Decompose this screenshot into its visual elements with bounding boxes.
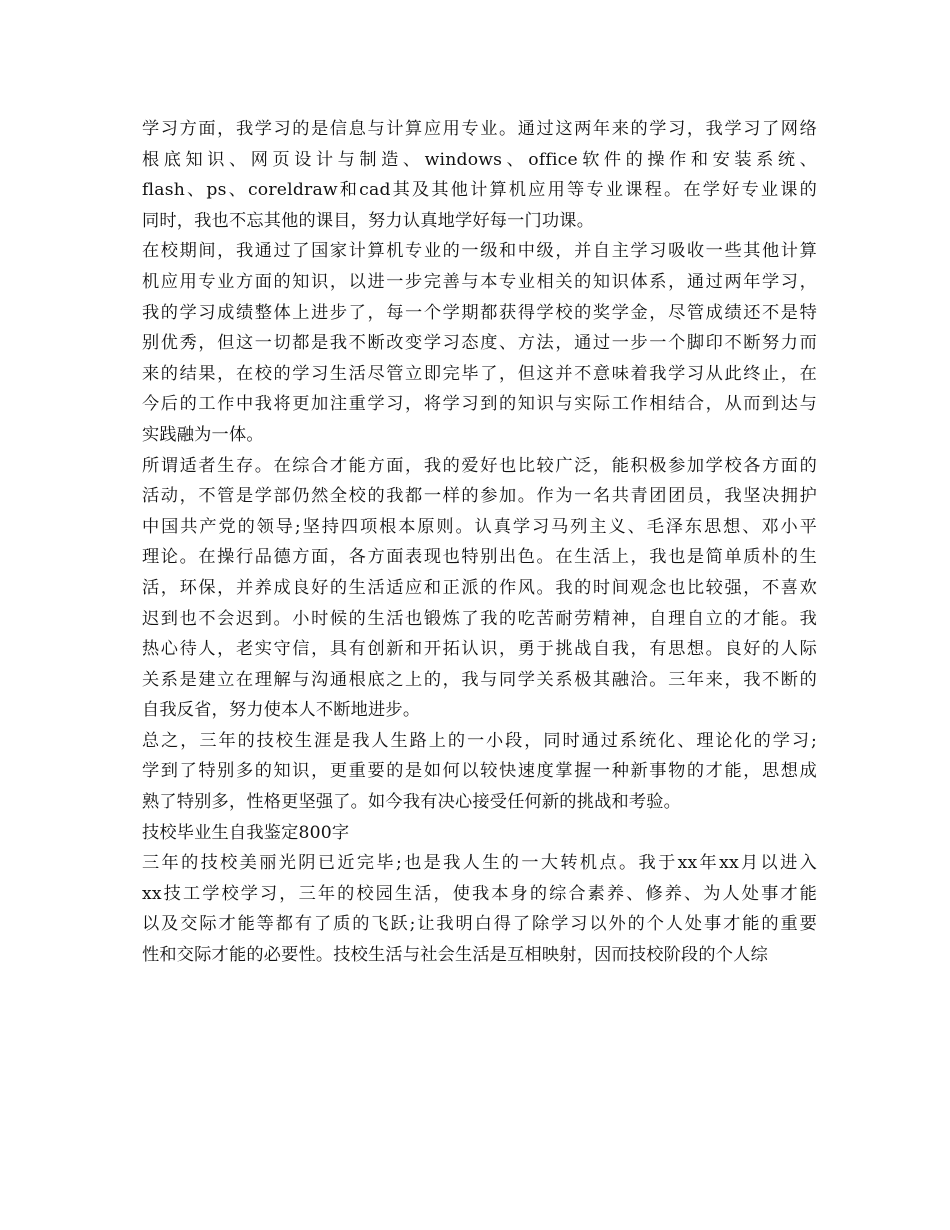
paragraph-line: 我的学习成绩整体上进步了，每一个学期都获得学校的奖学金，尽管成绩还不是特 xyxy=(142,302,817,323)
paragraph-line: 来的结果，在校的学习生活尽管立即完毕了，但这并不意味着我学习从此终止，在 xyxy=(142,363,817,384)
paragraph xyxy=(142,236,817,450)
paragraph-line: 同时，我也不忘其他的课目，努力认真地学好每一门功课。 xyxy=(142,210,595,231)
paragraph-line: 技校毕业生自我鉴定800字 xyxy=(142,822,350,843)
paragraph-line: 根底知识、网页设计与制造、windows、office软件的操作和安装系统、 xyxy=(142,149,817,170)
paragraph xyxy=(142,726,817,818)
paragraph-line: 三年的技校美丽光阴已近完毕;也是我人生的一大转机点。我于xx年xx月以进入 xyxy=(142,853,817,874)
paragraph-line: 别优秀，但这一切都是我不断改变学习态度、方法，通过一步一个脚印不断努力而 xyxy=(142,333,817,354)
paragraph-line: 机应用专业方面的知识，以进一步完善与本专业相关的知识体系，通过两年学习， xyxy=(142,271,817,292)
paragraph-line: 学到了特别多的知识，更重要的是如何以较快速度掌握一种新事物的才能，思想成 xyxy=(142,761,817,782)
paragraph-line: 今后的工作中我将更加注重学习，将学习到的知识与实际工作相结合，从而到达与 xyxy=(142,394,817,415)
paragraph-line: 迟到也不会迟到。小时候的生活也锻炼了我的吃苦耐劳精神，自理自立的才能。我 xyxy=(142,608,817,629)
paragraph-line: 总之，三年的技校生涯是我人生路上的一小段，同时通过系统化、理论化的学习; xyxy=(142,730,817,751)
paragraph-line: 中国共产党的领导;坚持四项根本原则。认真学习马列主义、毛泽东思想、邓小平 xyxy=(142,516,817,537)
paragraph xyxy=(142,451,817,726)
paragraph-line: 热心待人，老实守信，具有创新和开拓认识，勇于挑战自我，有思想。良好的人际 xyxy=(142,639,817,660)
paragraph-line: 所谓适者生存。在综合才能方面，我的爱好也比较广泛，能积极参加学校各方面的 xyxy=(142,455,817,476)
paragraph-line: 性和交际才能的必要性。技校生活与社会生活是互相映射，因而技校阶段的个人综 xyxy=(142,945,768,966)
paragraph-line: flash、ps、coreldraw和cad其及其他计算机应用等专业课程。在学好专业课的 xyxy=(142,180,817,201)
paragraph xyxy=(142,848,817,970)
paragraph xyxy=(142,114,817,236)
paragraph-line: 活，环保，并养成良好的生活适应和正派的作风。我的时间观念也比较强，不喜欢 xyxy=(142,577,817,598)
paragraph-line: 在校期间，我通过了国家计算机专业的一级和中级，并自主学习吸收一些其他计算 xyxy=(142,241,817,262)
paragraph-line: 熟了特别多，性格更坚强了。如今我有决心接受任何新的挑战和考验。 xyxy=(142,792,682,813)
document-body xyxy=(142,114,817,971)
paragraph-line: 自我反省，努力使本人不断地进步。 xyxy=(142,700,421,721)
paragraph-line: 关系是建立在理解与沟通根底之上的，我与同学关系极其融洽。三年来，我不断的 xyxy=(142,669,817,690)
paragraph-line: xx技工学校学习，三年的校园生活，使我本身的综合素养、修养、为人处事才能 xyxy=(142,883,817,904)
paragraph-line: 活动，不管是学部仍然全校的我都一样的参加。作为一名共青团团员，我坚决拥护 xyxy=(142,486,817,507)
paragraph-line: 以及交际才能等都有了质的飞跃;让我明白得了除学习以外的个人处事才能的重要 xyxy=(142,914,817,935)
paragraph-line: 学习方面，我学习的是信息与计算应用专业。通过这两年来的学习，我学习了网络 xyxy=(142,119,817,139)
paragraph-line: 实践融为一体。 xyxy=(142,424,264,445)
paragraph-line: 理论。在操行品德方面，各方面表现也特别出色。在生活上，我也是简单质朴的生 xyxy=(142,547,817,568)
paragraph xyxy=(142,818,817,849)
